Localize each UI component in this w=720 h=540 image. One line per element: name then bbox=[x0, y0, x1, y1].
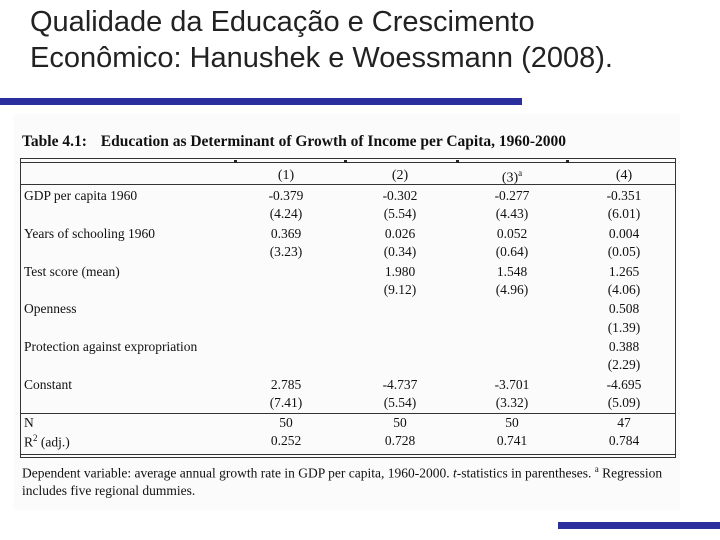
table-cell: 47 bbox=[617, 415, 631, 430]
table-cell-tstat: (4.96) bbox=[495, 282, 529, 297]
row-label-schooling: Years of schooling 1960 bbox=[24, 226, 155, 241]
column-header-2: (2) bbox=[391, 168, 409, 183]
table-cell: 0.784 bbox=[608, 433, 640, 448]
stats-rule bbox=[20, 413, 676, 414]
row-label-protection: Protection against expropriation bbox=[24, 339, 198, 354]
table-cell: 0.741 bbox=[496, 433, 528, 448]
table-cell-tstat: (0.64) bbox=[495, 244, 529, 259]
row-label-constant: Constant bbox=[24, 377, 73, 392]
column-header-3-superscript: a bbox=[518, 168, 523, 178]
table-caption bbox=[22, 133, 566, 151]
table-cell: 0.728 bbox=[384, 433, 416, 448]
row-label-r2-main: R bbox=[24, 434, 34, 450]
table-cell: 2.785 bbox=[270, 377, 302, 392]
table-cell-tstat: (3.32) bbox=[495, 395, 529, 410]
table-cell-tstat: (4.06) bbox=[607, 282, 641, 297]
column-header-1: (1) bbox=[277, 168, 295, 183]
table-cell: 50 bbox=[279, 415, 293, 430]
table-cell: 1.980 bbox=[384, 264, 416, 279]
table-cell: 0.252 bbox=[270, 433, 302, 448]
table-cell: -0.302 bbox=[382, 188, 418, 203]
table-cell-tstat: (2.29) bbox=[607, 357, 641, 372]
row-label-r2-sup: 2 bbox=[33, 433, 38, 443]
table-cell: 0.052 bbox=[496, 226, 528, 241]
table-caption-label: Table 4.1: bbox=[22, 133, 87, 150]
table-cell: 0.004 bbox=[608, 226, 640, 241]
footnote-text-1: Dependent variable: average annual growth rate in GDP per capita, 1960-2000. bbox=[22, 465, 453, 481]
column-header-4: (4) bbox=[615, 168, 633, 183]
slide-title-line2: Econômico: Hanushek e Woessmann (2008). bbox=[30, 42, 613, 74]
row-label-n: N bbox=[24, 415, 34, 430]
table-cell: 0.026 bbox=[384, 226, 416, 241]
table-cell-tstat: (4.24) bbox=[269, 206, 303, 221]
table-cell: -0.379 bbox=[268, 188, 304, 203]
footer-accent-bar bbox=[558, 522, 720, 529]
row-label-r2 bbox=[24, 433, 70, 451]
row-label-test-score: Test score (mean) bbox=[24, 264, 120, 279]
column-tick bbox=[456, 160, 459, 163]
table-cell: 1.265 bbox=[608, 264, 640, 279]
table-cell-tstat: (0.34) bbox=[383, 244, 417, 259]
table-cell: 1.548 bbox=[496, 264, 528, 279]
table-footnote bbox=[22, 461, 672, 499]
column-tick bbox=[344, 160, 347, 163]
slide-title bbox=[30, 4, 710, 76]
table-cell-tstat: (9.12) bbox=[383, 282, 417, 297]
row-label-gdp: GDP per capita 1960 bbox=[24, 188, 138, 203]
table-top-rule-2 bbox=[20, 162, 676, 163]
table-cell-tstat: (5.54) bbox=[383, 395, 417, 410]
column-header-3-label: (3) bbox=[501, 170, 519, 186]
row-label-r2-rest: (adj.) bbox=[37, 434, 70, 450]
column-tick bbox=[566, 160, 569, 163]
row-label-openness: Openness bbox=[24, 301, 77, 316]
footnote-superscript: a bbox=[594, 464, 599, 474]
table-cell-tstat: (6.01) bbox=[607, 206, 641, 221]
table-top-rule bbox=[20, 158, 676, 159]
table-bottom-rule bbox=[20, 454, 676, 455]
footnote-text-2: -statistics in parentheses. bbox=[456, 465, 595, 481]
column-tick bbox=[234, 160, 237, 163]
table-figure bbox=[14, 114, 680, 510]
table-cell-tstat: (5.09) bbox=[607, 395, 641, 410]
table-cell: 50 bbox=[393, 415, 407, 430]
table-cell-tstat: (0.05) bbox=[607, 244, 641, 259]
table-caption-text: Education as Determinant of Growth of Income per Capita, 1960-2000 bbox=[100, 133, 567, 150]
table-cell-tstat: (7.41) bbox=[269, 395, 303, 410]
footnote-text-3: Regression includes five regional dummies. bbox=[22, 465, 663, 498]
table-cell: 0.388 bbox=[608, 339, 640, 354]
header-rule bbox=[20, 184, 676, 185]
table-cell: 50 bbox=[505, 415, 519, 430]
footnote-t-italic: t bbox=[452, 465, 457, 481]
table-cell-tstat: (3.23) bbox=[269, 244, 303, 259]
table-cell: -4.737 bbox=[382, 377, 418, 392]
slide-title-line1: Qualidade da Educação e Crescimento bbox=[30, 6, 535, 38]
table-cell: 0.508 bbox=[608, 301, 640, 316]
table-cell: -0.277 bbox=[494, 188, 530, 203]
table-bottom-rule-2 bbox=[20, 457, 676, 458]
table-cell-tstat: (1.39) bbox=[607, 320, 641, 335]
table-cell-tstat: (5.54) bbox=[383, 206, 417, 221]
table-cell: 0.369 bbox=[270, 226, 302, 241]
table-cell: -4.695 bbox=[606, 377, 642, 392]
table-cell: -3.701 bbox=[494, 377, 530, 392]
table-cell-tstat: (4.43) bbox=[495, 206, 529, 221]
title-accent-bar bbox=[0, 98, 522, 105]
table-cell: -0.351 bbox=[606, 188, 642, 203]
